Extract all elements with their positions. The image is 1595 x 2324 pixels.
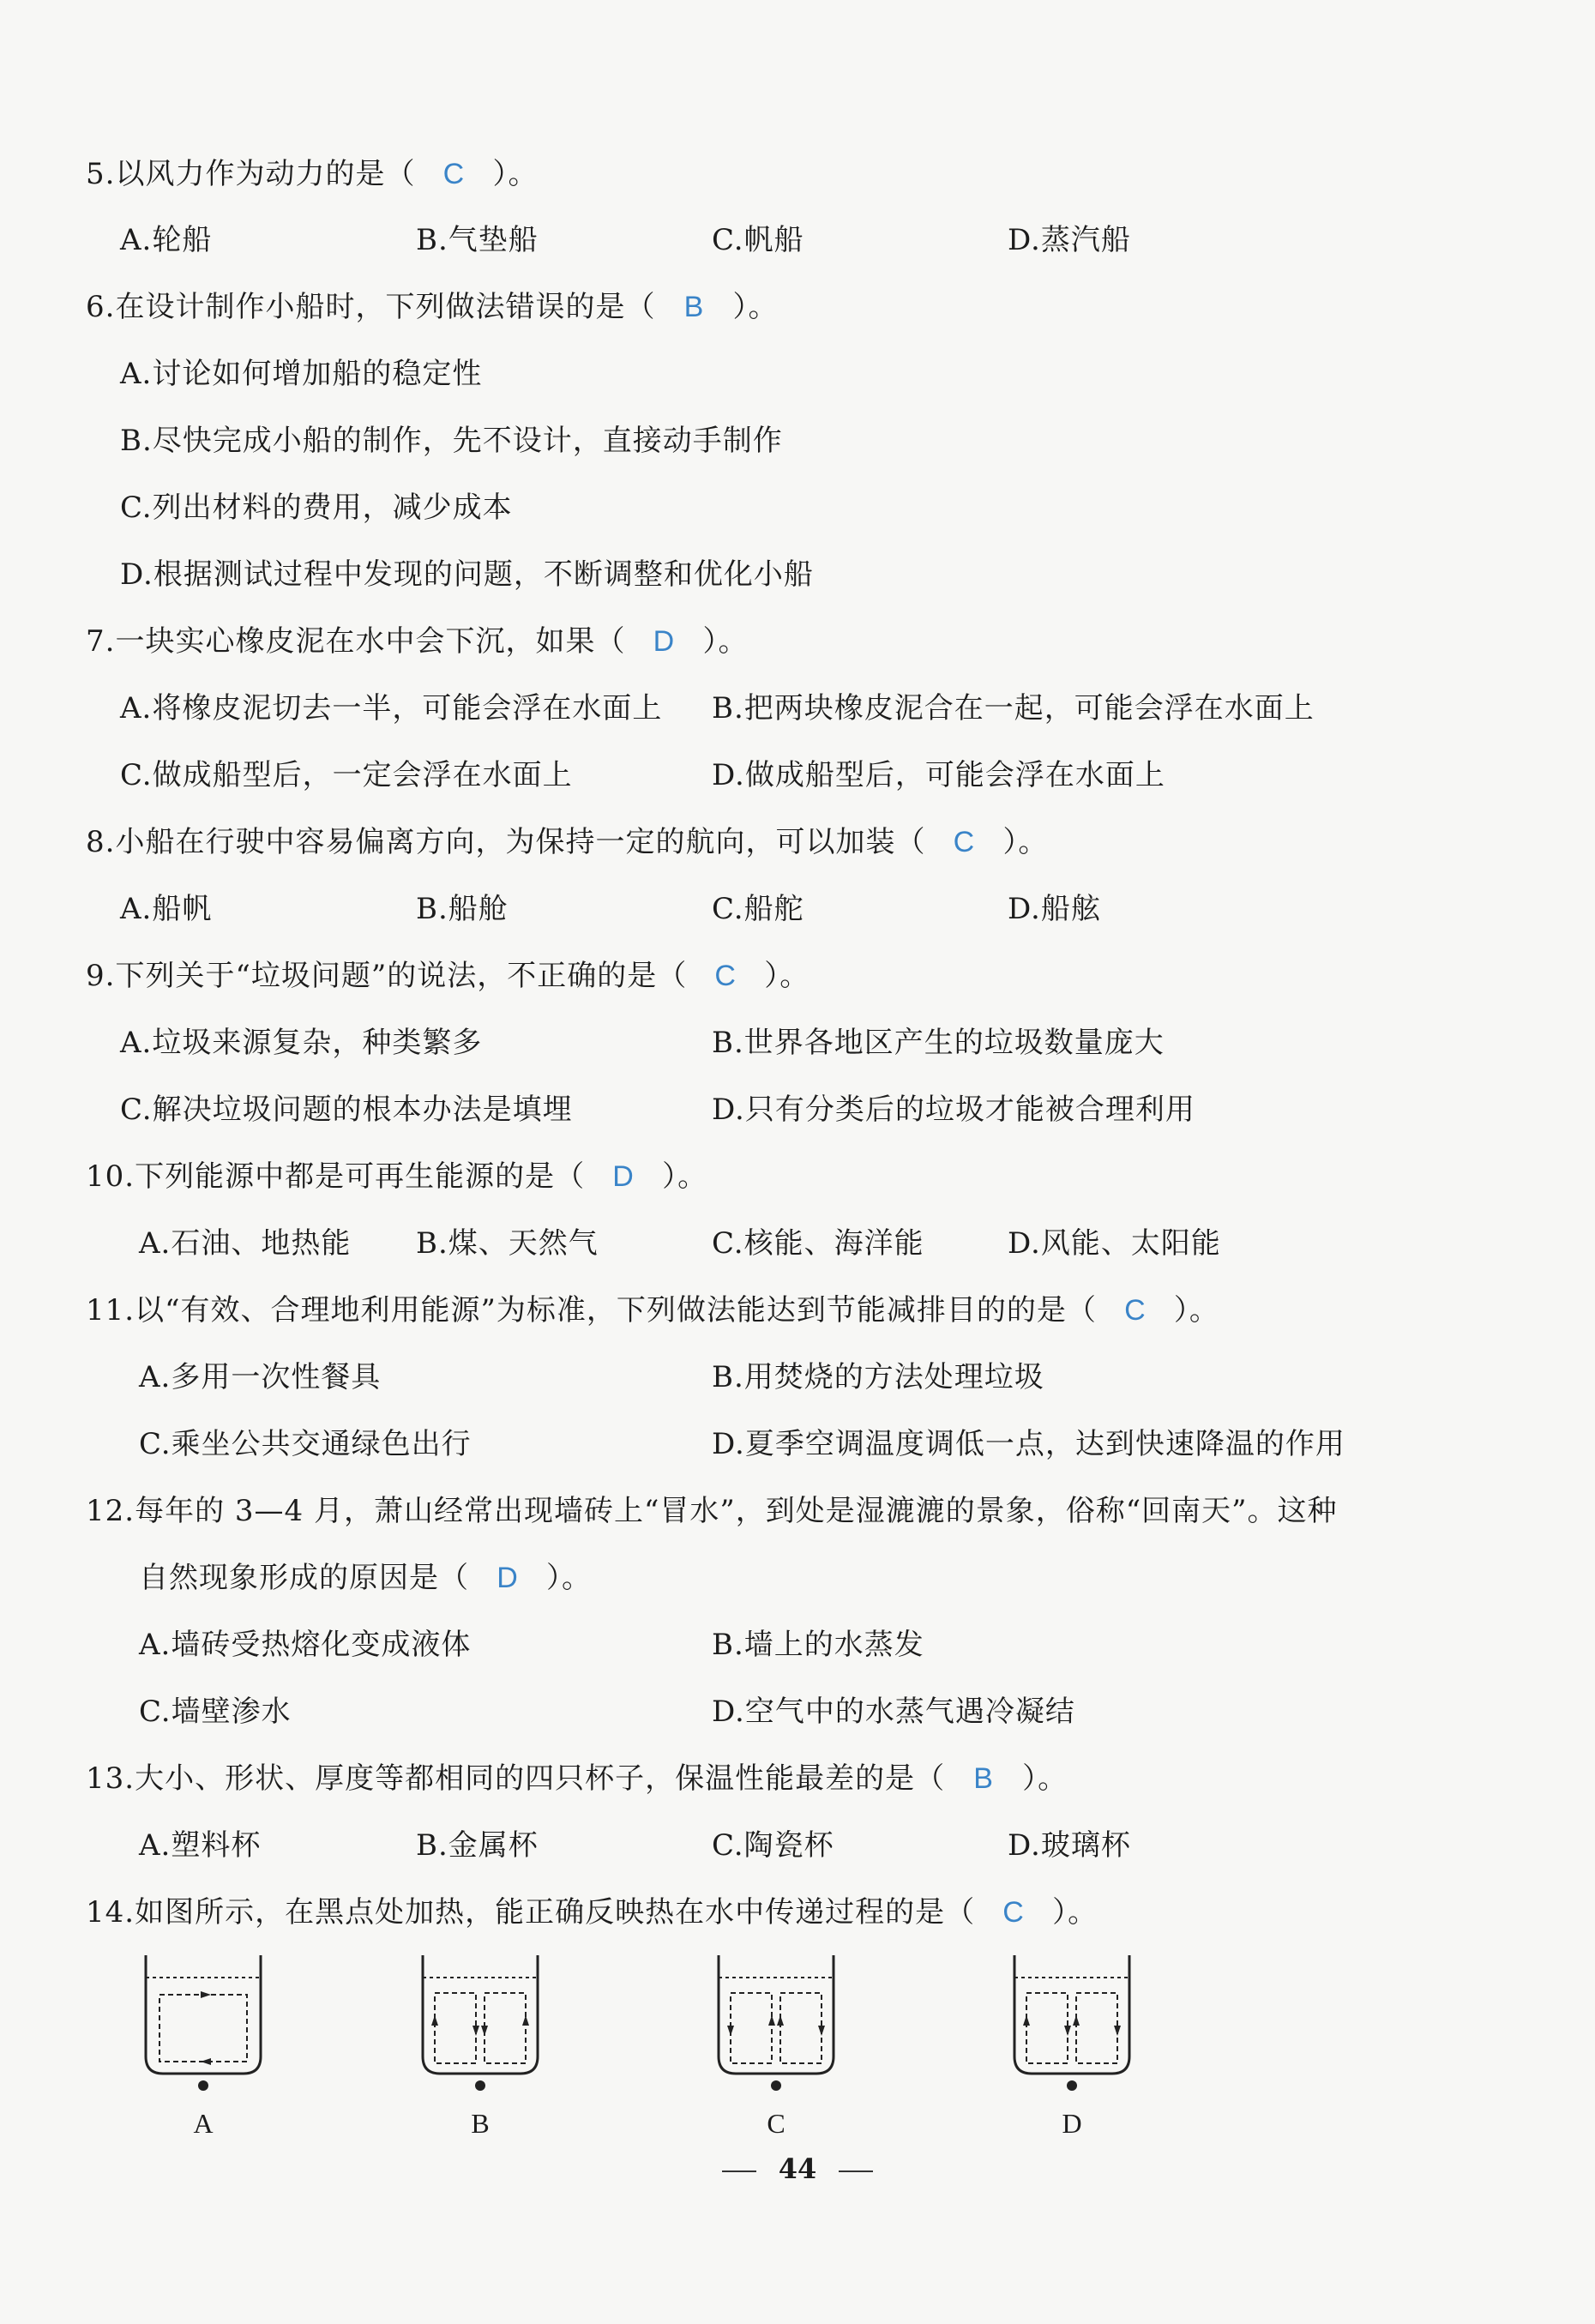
question-stem: 14.如图所示，在黑点处加热，能正确反映热在水中传递过程的是（	[86, 1895, 976, 1930]
figure-d	[1008, 1947, 1136, 2161]
answer-mark: C	[1124, 1294, 1147, 1327]
option-d: D.风能、太阳能	[1008, 1226, 1221, 1261]
option-d: D.根据测试过程中发现的问题，不断调整和优化小船	[120, 557, 814, 592]
figure-b	[416, 1947, 545, 2161]
question-stem: 12.每年的 3—4 月，萧山经常出现墙砖上“冒水”，到处是湿漉漉的景象，俗称“回南天”。这种	[86, 1494, 1338, 1528]
option-d: D.做成船型后，可能会浮在水面上	[712, 758, 1165, 792]
option-a: A.石油、地热能	[139, 1226, 352, 1261]
option-b: B.煤、天然气	[416, 1226, 599, 1261]
question-stem-end: ）。	[702, 624, 749, 659]
option-b: B.把两块橡皮泥合在一起，可能会浮在水面上	[712, 691, 1315, 725]
answer-mark: B	[973, 1762, 994, 1795]
question-13	[86, 1755, 1068, 1797]
option-a: A.多用一次性餐具	[139, 1360, 382, 1394]
question-5	[86, 150, 538, 192]
option-a: A.将橡皮泥切去一半，可能会浮在水面上	[120, 691, 663, 725]
question-12-line-2	[139, 1554, 592, 1596]
answer-mark: C	[1002, 1896, 1025, 1929]
question-14	[86, 1888, 1098, 1930]
figure-label-c: C	[767, 2108, 785, 2139]
option-d: D.蒸汽船	[1008, 223, 1131, 257]
question-9	[86, 952, 810, 994]
option-a: A.塑料杯	[139, 1828, 262, 1863]
answer-mark: C	[442, 158, 466, 190]
question-stem-end: ）。	[764, 959, 810, 993]
figure-label-b: B	[471, 2108, 490, 2139]
beaker-diagram-c	[712, 1947, 840, 2110]
answer-mark: D	[653, 625, 676, 658]
question-stem: 13.大小、形状、厚度等都相同的四只杯子，保温性能最差的是（	[86, 1761, 946, 1796]
question-7	[86, 617, 748, 659]
question-10	[86, 1153, 707, 1195]
answer-mark: B	[683, 291, 705, 323]
question-stem-end: ）。	[492, 157, 539, 191]
option-a: A.讨论如何增加船的稳定性	[120, 357, 483, 391]
option-d: D.只有分类后的垃圾才能被合理利用	[712, 1093, 1195, 1127]
option-c: C.做成船型后，一定会浮在水面上	[120, 758, 573, 792]
answer-mark: D	[612, 1160, 635, 1193]
option-c: C.列出材料的费用，减少成本	[120, 491, 513, 525]
option-b: B.世界各地区产生的垃圾数量庞大	[712, 1026, 1165, 1060]
question-stem: 自然现象形成的原因是（	[139, 1561, 469, 1595]
option-b: B.船舱	[416, 892, 509, 926]
figure-label-a: A	[193, 2108, 214, 2139]
option-a: A.轮船	[120, 223, 213, 257]
figure-label-d: D	[1062, 2108, 1082, 2139]
option-b: B.尽快完成小船的制作，先不设计，直接动手制作	[120, 424, 783, 458]
question-stem: 6.在设计制作小船时，下列做法错误的是（	[86, 290, 656, 324]
question-8	[86, 818, 1048, 860]
option-c: C.陶瓷杯	[712, 1828, 834, 1863]
figure-a	[139, 1947, 268, 2161]
page-number-dash-right	[839, 2170, 873, 2172]
option-c: C.解决垃圾问题的根本办法是填埋	[120, 1093, 573, 1127]
question-stem-end: ）。	[1022, 1761, 1068, 1796]
question-stem: 10.下列能源中都是可再生能源的是（	[86, 1159, 586, 1194]
option-b: B.墙上的水蒸发	[712, 1628, 924, 1662]
option-a: A.墙砖受热熔化变成液体	[139, 1628, 472, 1662]
question-11	[86, 1286, 1219, 1328]
page-number-text: 44	[778, 2152, 817, 2185]
beaker-diagram-a	[139, 1947, 268, 2110]
question-stem: 7.一块实心橡皮泥在水中会下沉，如果（	[86, 624, 626, 659]
question-stem: 11.以“有效、合理地利用能源”为标准，下列做法能达到节能减排目的的是（	[86, 1293, 1097, 1328]
beaker-diagram-b	[416, 1947, 545, 2110]
question-stem-end: ）。	[662, 1159, 708, 1194]
question-stem-end: ）。	[732, 290, 779, 324]
question-stem-end: ）。	[1173, 1293, 1219, 1328]
question-6	[86, 283, 778, 325]
option-c: C.核能、海洋能	[712, 1226, 924, 1261]
question-stem-end: ）。	[1052, 1895, 1098, 1930]
option-b: B.金属杯	[416, 1828, 539, 1863]
option-c: C.帆船	[712, 223, 804, 257]
page-number-dash-left	[722, 2170, 756, 2172]
option-d: D.夏季空调温度调低一点，达到快速降温的作用	[712, 1427, 1345, 1461]
question-stem: 9.下列关于“垃圾问题”的说法，不正确的是（	[86, 959, 688, 993]
question-stem: 5.以风力作为动力的是（	[86, 157, 416, 191]
answer-mark: C	[714, 960, 737, 992]
option-a: A.垃圾来源复杂，种类繁多	[120, 1026, 483, 1060]
option-c: C.船舵	[712, 892, 804, 926]
option-d: D.空气中的水蒸气遇冷凝结	[712, 1695, 1075, 1729]
option-b: B.气垫船	[416, 223, 539, 257]
page-number	[0, 2152, 1595, 2185]
option-c: C.墙壁渗水	[139, 1695, 292, 1729]
option-d: D.船舷	[1008, 892, 1101, 926]
question-stem: 8.小船在行驶中容易偏离方向，为保持一定的航向，可以加装（	[86, 825, 926, 859]
beaker-diagram-d	[1008, 1947, 1136, 2110]
option-a: A.船帆	[120, 892, 213, 926]
question-12	[86, 1487, 1337, 1529]
option-c: C.乘坐公共交通绿色出行	[139, 1427, 472, 1461]
question-stem-end: ）。	[546, 1561, 592, 1595]
beaker-figures	[0, 1947, 1595, 2170]
figure-c	[712, 1947, 840, 2161]
answer-mark: C	[953, 826, 976, 858]
option-d: D.玻璃杯	[1008, 1828, 1131, 1863]
option-b: B.用焚烧的方法处理垃圾	[712, 1360, 1044, 1394]
answer-mark: D	[497, 1562, 519, 1594]
question-stem-end: ）。	[1002, 825, 1049, 859]
